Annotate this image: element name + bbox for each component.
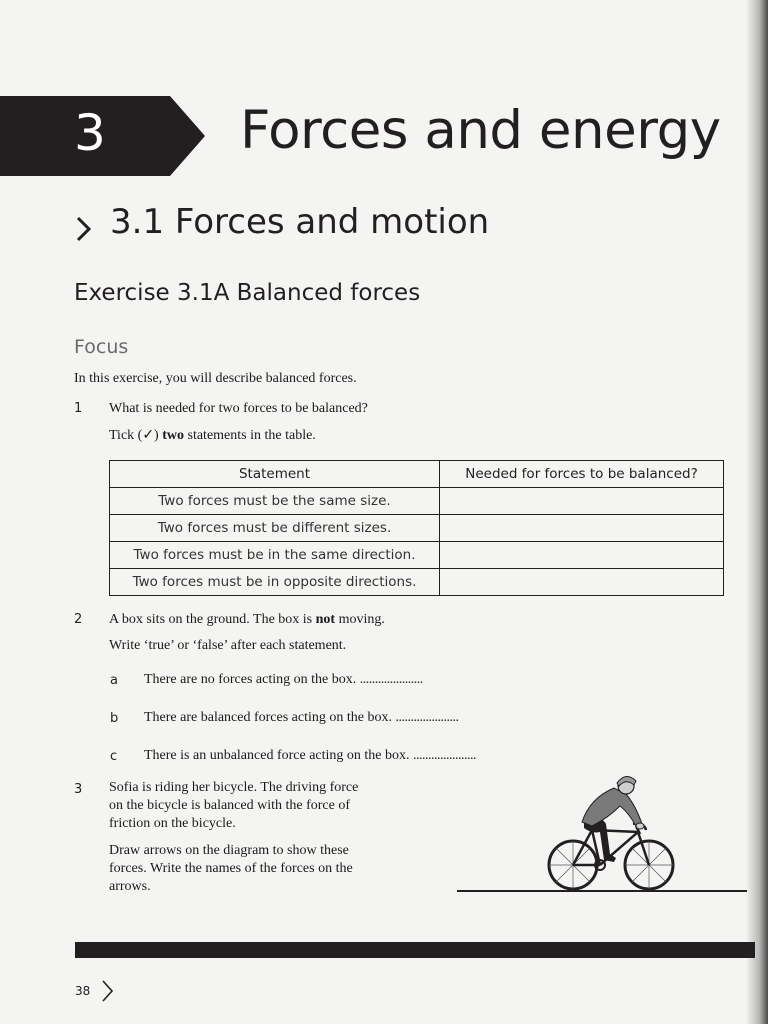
q1-line2-post: statements in the table. <box>184 428 316 443</box>
chapter-title: Forces and energy <box>240 100 721 161</box>
table-header-row <box>110 461 724 488</box>
question-3-para2-line3: arrows. <box>109 879 151 894</box>
part-b-letter: b <box>110 711 119 726</box>
question-3-number: 3 <box>74 782 83 797</box>
table-cell-statement: Two forces must be in the same direction. <box>110 542 440 569</box>
table-row <box>110 542 724 569</box>
tick-cell[interactable] <box>440 569 724 596</box>
q2-line1-bold: not <box>315 612 336 627</box>
question-2-line2: Write ‘true’ or ‘false’ after each statement. <box>109 638 347 653</box>
tick-cell[interactable] <box>440 515 724 542</box>
statements-table <box>109 460 724 596</box>
chevron-right-icon <box>74 214 94 244</box>
table-cell-statement: Two forces must be in opposite directions. <box>110 569 440 596</box>
page-edge-shadow <box>746 0 768 1024</box>
question-3-para1-line3: friction on the bicycle. <box>109 816 236 831</box>
table-cell-statement: Two forces must be the same size. <box>110 488 440 515</box>
question-2-number: 2 <box>74 612 83 627</box>
part-a-statement: There are no forces acting on the box. <box>144 672 357 687</box>
table-header-statement: Statement <box>110 461 440 488</box>
part-b-text <box>144 708 459 727</box>
question-1-line2 <box>109 426 316 445</box>
q2-line1-pre: A box sits on the ground. The box is <box>109 612 316 627</box>
question-1-number: 1 <box>74 401 83 416</box>
part-c-answer-dots[interactable]: ..................... <box>413 748 477 763</box>
part-a-letter: a <box>110 673 118 688</box>
question-3-para1-line1: Sofia is riding her bicycle. The driving force <box>109 780 359 795</box>
table-row <box>110 515 724 542</box>
q2-line1-post: moving. <box>335 612 385 627</box>
focus-heading: Focus <box>74 336 129 358</box>
part-a-answer-dots[interactable]: ..................... <box>359 672 423 687</box>
rider-torso-icon <box>582 788 642 826</box>
part-c-text <box>144 746 476 765</box>
ground-line <box>457 890 747 892</box>
question-3-para2-line1: Draw arrows on the diagram to show these <box>109 843 349 858</box>
chapter-number: 3 <box>74 104 106 162</box>
part-a-text <box>144 670 423 689</box>
chevron-right-icon <box>100 978 116 1004</box>
question-3-para2-line2: forces. Write the names of the forces on the <box>109 861 353 876</box>
q1-line2-pre: Tick (✓) <box>109 428 163 443</box>
table-cell-statement: Two forces must be different sizes. <box>110 515 440 542</box>
section-title <box>110 202 489 242</box>
table-row <box>110 569 724 596</box>
page-number: 38 <box>75 984 91 998</box>
tick-cell[interactable] <box>440 542 724 569</box>
focus-intro: In this exercise, you will describe balanced forces. <box>74 371 357 386</box>
table-header-needed: Needed for forces to be balanced? <box>440 461 724 488</box>
cyclist-illustration[interactable] <box>540 772 685 894</box>
table-row <box>110 488 724 515</box>
question-3-para1-line2: on the bicycle is balanced with the force of <box>109 798 351 813</box>
part-b-statement: There are balanced forces acting on the box. <box>144 710 392 725</box>
exercise-title: Exercise 3.1A Balanced forces <box>74 280 421 306</box>
q1-line2-bold: two <box>162 428 184 443</box>
tick-cell[interactable] <box>440 488 724 515</box>
footer-bar <box>75 942 755 958</box>
part-b-answer-dots[interactable]: ..................... <box>395 710 459 725</box>
part-c-statement: There is an unbalanced force acting on the box. <box>144 748 410 763</box>
section-title-text: 3.1 Forces and motion <box>110 202 490 242</box>
part-c-letter: c <box>110 749 118 764</box>
question-2-line1 <box>109 610 385 629</box>
question-1-line1: What is needed for two forces to be balanced? <box>109 401 368 416</box>
